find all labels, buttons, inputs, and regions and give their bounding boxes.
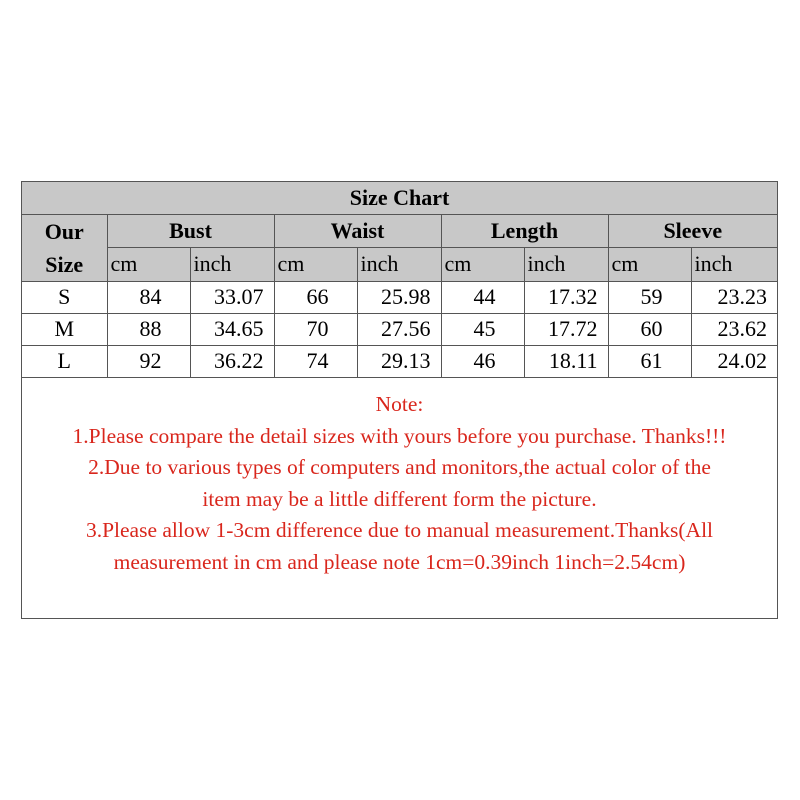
our-size-line2: Size — [45, 251, 84, 277]
cell-bust-inch: 33.07 — [190, 281, 274, 313]
chart-title: Size Chart — [22, 182, 777, 214]
cell-bust-cm: 92 — [107, 345, 190, 377]
cell-sleeve-inch: 24.02 — [691, 345, 777, 377]
unit-bust-cm: cm — [107, 248, 190, 282]
unit-length-cm: cm — [441, 248, 524, 282]
our-size-header — [22, 214, 107, 281]
note-line-1: 1.Please compare the detail sizes with yours before you purchase. Thanks!!! — [72, 423, 727, 448]
title-row — [22, 182, 777, 214]
size-label: L — [22, 345, 107, 377]
table-row — [22, 345, 777, 377]
cell-sleeve-cm: 59 — [608, 281, 691, 313]
note-heading: Note: — [375, 392, 424, 416]
size-label: S — [22, 281, 107, 313]
note-line-2b: item may be a little different form the picture. — [202, 486, 597, 511]
unit-header-row — [22, 248, 777, 282]
cell-waist-cm: 66 — [274, 281, 357, 313]
unit-waist-cm: cm — [274, 248, 357, 282]
cell-length-cm: 46 — [441, 345, 524, 377]
cell-sleeve-inch: 23.62 — [691, 313, 777, 345]
cell-sleeve-inch: 23.23 — [691, 281, 777, 313]
header-bust: Bust — [107, 214, 274, 248]
measurement-header-row — [22, 214, 777, 248]
size-label: M — [22, 313, 107, 345]
cell-sleeve-cm: 61 — [608, 345, 691, 377]
cell-length-inch: 17.32 — [524, 281, 608, 313]
cell-waist-cm: 74 — [274, 345, 357, 377]
unit-waist-inch: inch — [357, 248, 441, 282]
size-chart-card — [21, 181, 778, 619]
table-row — [22, 313, 777, 345]
cell-waist-cm: 70 — [274, 313, 357, 345]
unit-sleeve-inch: inch — [691, 248, 777, 282]
cell-bust-cm: 88 — [107, 313, 190, 345]
note-line-3b: measurement in cm and please note 1cm=0.39inch 1inch=2.54cm) — [113, 549, 686, 574]
header-sleeve: Sleeve — [608, 214, 777, 248]
table-row — [22, 281, 777, 313]
header-length: Length — [441, 214, 608, 248]
cell-length-inch: 17.72 — [524, 313, 608, 345]
header-waist: Waist — [274, 214, 441, 248]
cell-sleeve-cm: 60 — [608, 313, 691, 345]
note-line-3a: 3.Please allow 1-3cm difference due to manual measurement.Thanks(All — [85, 518, 714, 542]
cell-bust-cm: 84 — [107, 281, 190, 313]
cell-bust-inch: 34.65 — [190, 313, 274, 345]
notes-section — [22, 378, 777, 578]
size-chart-table — [22, 182, 777, 378]
unit-sleeve-cm: cm — [608, 248, 691, 282]
unit-bust-inch: inch — [190, 248, 274, 282]
unit-length-inch: inch — [524, 248, 608, 282]
cell-length-inch: 18.11 — [524, 345, 608, 377]
note-line-2a: 2.Due to various types of computers and monitors,the actual color of the — [88, 455, 711, 479]
cell-waist-inch: 27.56 — [357, 313, 441, 345]
cell-length-cm: 45 — [441, 313, 524, 345]
cell-length-cm: 44 — [441, 281, 524, 313]
our-size-line1: Our — [44, 218, 84, 244]
cell-waist-inch: 25.98 — [357, 281, 441, 313]
cell-waist-inch: 29.13 — [357, 345, 441, 377]
cell-bust-inch: 36.22 — [190, 345, 274, 377]
